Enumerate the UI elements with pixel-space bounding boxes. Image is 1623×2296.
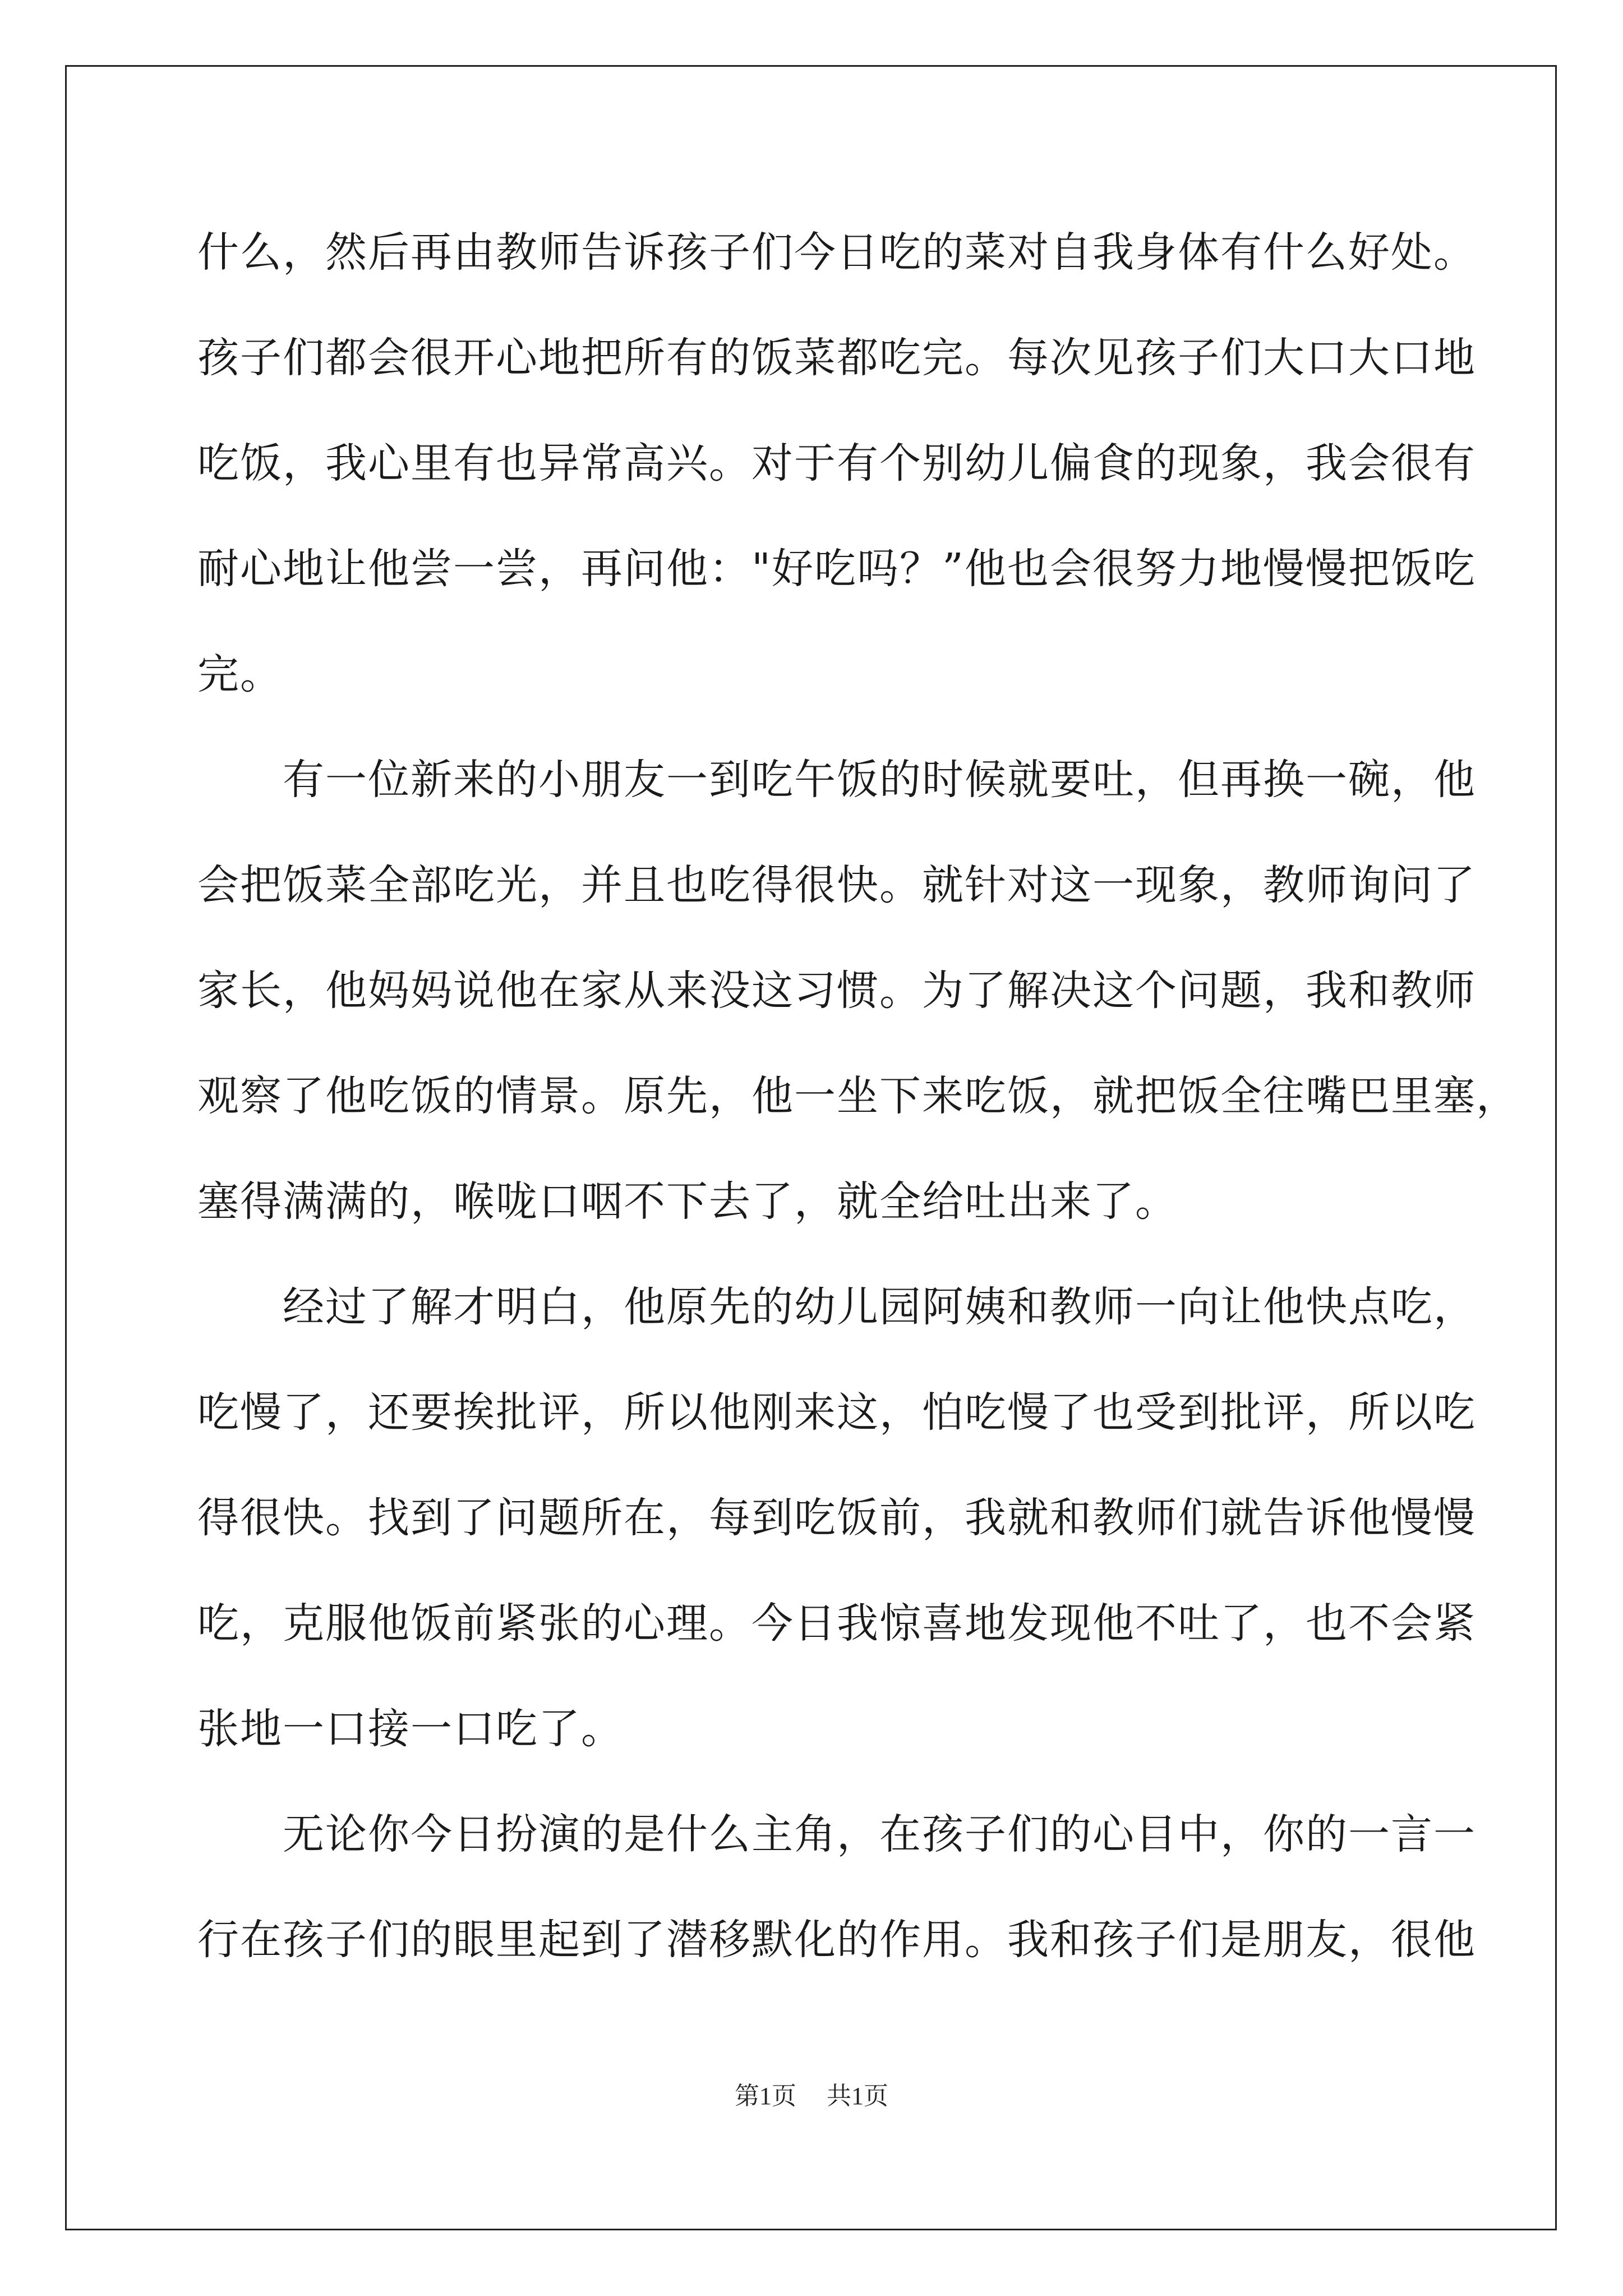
- text-line: 塞得满满的，喉咙口咽不下去了，就全给吐出来了。: [197, 1177, 1178, 1226]
- text-line: 吃，克服他饭前紧张的心理。今日我惊喜地发现他不吐了，也不会紧: [197, 1599, 1476, 1648]
- page-number-label: 第1页: [735, 2082, 796, 2110]
- text-line: 耐心地让他尝一尝，再问他："好吃吗？”他也会很努力地慢慢把饭吃: [197, 545, 1476, 593]
- total-pages-label: 共1页: [827, 2082, 888, 2110]
- text-line: 吃饭，我心里有也异常高兴。对于有个别幼儿偏食的现象，我会很有: [197, 439, 1476, 487]
- text-line: 完。: [197, 650, 283, 698]
- text-line: 张地一口接一口吃了。: [197, 1705, 624, 1753]
- text-line: 什么，然后再由教师告诉孩子们今日吃的菜对自我身体有什么好处。: [197, 228, 1476, 277]
- page-footer: [0, 2076, 1623, 2111]
- text-line: 会把饭菜全部吃光，并且也吃得很快。就针对这一现象，教师询问了: [197, 861, 1476, 909]
- paragraph-start-line: 经过了解才明白，他原先的幼儿园阿姨和教师一向让他快点吃，: [283, 1283, 1476, 1331]
- text-line: 吃慢了，还要挨批评，所以他刚来这，怕吃慢了也受到批评，所以吃: [197, 1388, 1476, 1437]
- text-line: 行在孩子们的眼里起到了潜移默化的作用。我和孩子们是朋友，很他: [197, 1916, 1476, 1964]
- text-line: 观察了他吃饭的情景。原先，他一坐下来吃饭，就把饭全往嘴巴里塞，: [197, 1072, 1519, 1120]
- paragraph-start-line: 无论你今日扮演的是什么主角，在孩子们的心目中，你的一言一: [283, 1810, 1476, 1858]
- paragraph-start-line: 有一位新来的小朋友一到吃午饭的时候就要吐，但再换一碗，他: [283, 756, 1476, 804]
- text-line: 孩子们都会很开心地把所有的饭菜都吃完。每次见孩子们大口大口地: [197, 334, 1476, 382]
- text-line: 家长，他妈妈说他在家从来没这习惯。为了解决这个问题，我和教师: [197, 967, 1476, 1015]
- document-body: [197, 200, 1519, 1993]
- text-line: 得很快。找到了问题所在，每到吃饭前，我就和教师们就告诉他慢慢: [197, 1494, 1476, 1542]
